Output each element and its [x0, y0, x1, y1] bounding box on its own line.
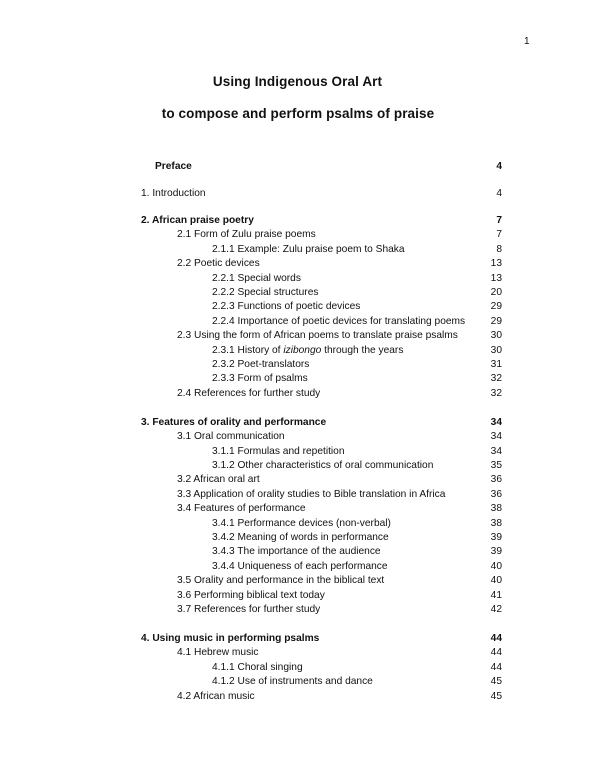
toc-entry [0, 675, 600, 689]
toc-entry-page: 32 [490, 373, 502, 385]
toc-entry-label: 2.1 Form of Zulu praise poems [177, 229, 316, 241]
toc-entry-label: 2.2 Poetic devices [177, 258, 260, 270]
toc-entry [0, 243, 600, 257]
toc-entry-label: 3.4 Features of performance [177, 503, 306, 515]
toc-entry-label: 2.4 References for further study [177, 387, 321, 399]
toc-entry-label: Preface [155, 161, 192, 172]
toc-entry [0, 228, 600, 242]
toc-entry-label: 3.3 Application of orality studies to Bible translation in Africa [177, 488, 446, 500]
toc-entry-page: 7 [496, 215, 502, 226]
toc-entry-label: 3.2 African oral art [177, 474, 260, 486]
toc-entry-label: 2.2.3 Functions of poetic devices [212, 301, 361, 313]
toc-entry [0, 589, 600, 603]
toc-entry-page: 34 [490, 416, 502, 428]
toc-entry-label: 3.4.4 Uniqueness of each performance [212, 560, 388, 572]
toc-entry [0, 574, 600, 588]
toc-entry [0, 214, 600, 228]
toc-entry [0, 272, 600, 286]
toc-entry-page: 7 [496, 229, 502, 241]
toc-entry-page: 13 [490, 272, 502, 284]
toc-entry-label: 2.1.1 Example: Zulu praise poem to Shaka [212, 243, 405, 255]
toc-entry [0, 344, 600, 358]
toc-entry [0, 661, 600, 675]
toc-entry-label: 1. Introduction [141, 188, 206, 199]
toc-entry-label: 3. Features of orality and performance [141, 416, 327, 428]
toc-entry [0, 430, 600, 444]
toc-entry-page: 42 [490, 604, 502, 615]
toc-entry-label: 3.4.3 The importance of the audience [212, 546, 381, 558]
toc-entry-label: 3.4.1 Performance devices (non-verbal) [212, 517, 391, 529]
toc-entry-page: 45 [490, 690, 502, 702]
toc-entry [0, 545, 600, 559]
toc-entry-label: 3.4.2 Meaning of words in performance [212, 532, 389, 543]
toc-entry-page: 34 [490, 431, 502, 443]
toc-entry [0, 531, 600, 545]
toc-entry-label: 3.5 Orality and performance in the biblical text [177, 575, 385, 587]
toc-entry-label: 3.1.2 Other characteristics of oral communication [212, 460, 434, 471]
toc-entry-page: 44 [490, 661, 502, 673]
toc-entry-label: 3.7 References for further study [177, 604, 321, 615]
toc-entry [0, 416, 600, 430]
toc-entry-label: 4.2 African music [177, 690, 255, 702]
toc-entry-label: 2.3.2 Poet-translators [212, 359, 310, 370]
toc-entry [0, 257, 600, 271]
toc-entry-label: 2.2.2 Special structures [212, 287, 319, 298]
toc-entry-page: 31 [490, 359, 502, 370]
toc-entry-page: 30 [490, 330, 502, 342]
toc-entry [0, 329, 600, 343]
toc-entry-page: 29 [490, 315, 502, 327]
toc-entry-label: 4. Using music in performing psalms [141, 633, 320, 644]
toc-entry-page: 34 [490, 445, 502, 457]
toc-entry-page: 41 [490, 589, 502, 601]
toc-entry-page: 13 [490, 258, 502, 270]
toc-entry [0, 488, 600, 502]
document-title-line-2: to compose and perform psalms of praise [161, 106, 435, 121]
toc-entry [0, 690, 600, 704]
toc-entry [0, 372, 600, 386]
document-title-line-1: Using Indigenous Oral Art [212, 74, 383, 89]
toc-entry [0, 632, 600, 646]
toc-entry-label [212, 344, 403, 358]
toc-entry-page: 8 [496, 243, 502, 255]
toc-entry-page: 29 [490, 301, 502, 313]
toc-entry [0, 502, 600, 516]
toc-entry-label: 2.3.3 Form of psalms [212, 373, 308, 385]
toc-entry-page: 32 [490, 387, 502, 399]
toc-entry [0, 560, 600, 574]
toc-entry-label: 2. African praise poetry [141, 215, 254, 226]
toc-entry [0, 459, 600, 473]
toc-entry-label: 3.1.1 Formulas and repetition [212, 445, 345, 457]
toc-entry [0, 315, 600, 329]
toc-entry-label: 3.1 Oral communication [177, 431, 285, 443]
toc-entry-label: 2.2.1 Special words [212, 272, 301, 284]
toc-entry-page: 30 [490, 344, 502, 356]
toc-entry-page: 44 [490, 647, 502, 659]
toc-entry-label: 3.6 Performing biblical text today [177, 589, 325, 601]
page-number: 1 [524, 36, 530, 47]
toc-entry-page: 38 [490, 503, 502, 515]
toc-entry-label-italic: izibongo [283, 344, 322, 356]
toc-entry-page: 4 [496, 161, 502, 172]
toc-entry [0, 646, 600, 660]
toc-entry-page: 39 [490, 546, 502, 558]
toc-entry-page: 36 [490, 488, 502, 500]
toc-entry-page: 35 [490, 460, 502, 471]
toc-entry-page: 20 [490, 287, 502, 298]
toc-entry [0, 387, 600, 401]
toc-entry-page: 45 [490, 676, 502, 688]
toc-entry [0, 358, 600, 372]
toc-entry [0, 473, 600, 487]
toc-entry-label-text: through the years [321, 344, 404, 356]
toc-entry-page: 36 [490, 474, 502, 486]
toc-entry-page: 40 [490, 560, 502, 572]
toc-entry-page: 4 [496, 188, 502, 199]
toc-entry-label: 4.1.2 Use of instruments and dance [212, 676, 373, 688]
toc-entry-page: 39 [490, 532, 502, 543]
toc-entry-page: 44 [490, 633, 502, 644]
toc-entry-page: 40 [490, 575, 502, 587]
toc-entry [0, 445, 600, 459]
toc-entry [0, 603, 600, 617]
toc-entry [0, 517, 600, 531]
toc-entry [0, 286, 600, 300]
toc-entry-page: 38 [490, 517, 502, 529]
toc-entry-label: 2.2.4 Importance of poetic devices for translating poems [212, 315, 466, 327]
toc-entry [0, 160, 600, 174]
toc-entry-label: 4.1 Hebrew music [177, 647, 259, 659]
toc-entry-label-text: 2.3.1 History of [212, 344, 284, 356]
toc-entry-label: 2.3 Using the form of African poems to translate praise psalms [177, 330, 458, 342]
toc-entry-label: 4.1.1 Choral singing [212, 661, 303, 673]
toc-entry [0, 300, 600, 314]
toc-entry [0, 187, 600, 201]
